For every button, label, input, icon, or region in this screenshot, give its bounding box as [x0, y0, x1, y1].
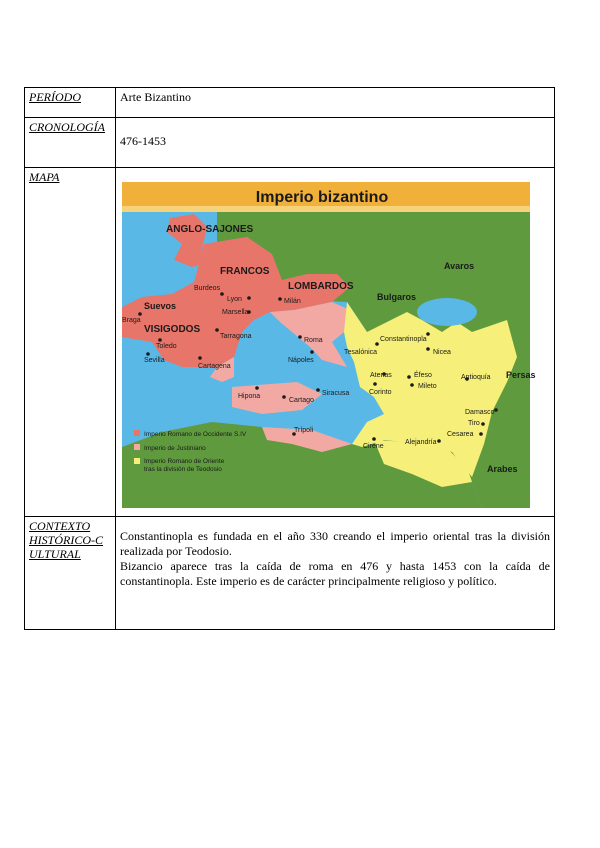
city-toledo: Toledo — [156, 343, 177, 350]
city-alejandria: Alejandría — [405, 439, 437, 446]
region-label-lombardos: LOMBARDOS — [288, 281, 354, 292]
row-mapa — [25, 168, 555, 517]
region-label-avaros: Avaros — [444, 261, 475, 271]
city-nicea: Nicea — [433, 349, 451, 356]
legend-swatch-justinian — [134, 444, 140, 450]
label-contexto-line-2: HISTÓRICO-C — [29, 533, 103, 547]
byzantine-map — [122, 182, 536, 508]
label-periodo: PERÍODO — [29, 90, 81, 104]
city-atenas: Atenas — [370, 372, 392, 379]
value-cell-contexto — [116, 517, 555, 630]
city-burdeos: Burdeos — [194, 285, 221, 292]
contexto-paragraph-2: Bizancio aparece tras la caída de roma en 476 y hasta 1453 con la caída de constantinopla. Este imperio es de carácter principalmente religioso y político. — [120, 559, 550, 588]
region-label-arabes: Arabes — [487, 464, 518, 474]
value-periodo: Arte Bizantino — [120, 90, 191, 104]
legend-label-west: Imperio Romano de Occidente S.IV — [144, 431, 247, 438]
legend-swatch-east — [134, 458, 140, 464]
city-roma: Roma — [304, 337, 323, 344]
value-cronologia: 476-1453 — [120, 134, 166, 148]
city-antioquia: Antioquía — [461, 374, 491, 381]
label-cell-mapa — [25, 168, 116, 517]
region-label-bulgaros: Bulgaros — [377, 292, 417, 302]
city-damasco: Damasco — [465, 409, 495, 416]
label-cell-cronologia — [25, 118, 116, 168]
city-corinto: Corinto — [369, 389, 392, 396]
city-napoles: Nápoles — [288, 357, 314, 364]
row-periodo — [25, 88, 555, 118]
city-mileto: Mileto — [418, 383, 437, 390]
region-label-suevos: Suevos — [144, 301, 177, 311]
label-contexto-line-1: CONTEXTO — [29, 519, 91, 533]
city-cartago: Cartago — [289, 397, 314, 404]
city-cirene: Cirene — [363, 443, 384, 450]
value-cell-cronologia — [116, 118, 555, 168]
region-label-francos: FRANCOS — [220, 266, 270, 277]
map-title: Imperio bizantino — [255, 189, 389, 206]
city-milan: Milán — [284, 298, 301, 305]
city-tarragona: Tarragona — [220, 333, 252, 340]
city-tripoli: Trípoli — [294, 427, 314, 434]
city-constantinopla: Constantinopla — [380, 336, 427, 343]
city-efeso: Éfeso — [414, 372, 432, 379]
city-hipona: Hipona — [238, 393, 261, 400]
city-marsella: Marsella — [222, 309, 249, 316]
city-cartagena: Cartagena — [198, 363, 231, 370]
region-label-visigodos: VISIGODOS — [144, 324, 201, 335]
legend-label-east-2: tras la división de Teodosio — [144, 466, 222, 473]
info-table — [24, 87, 555, 630]
label-cell-periodo — [25, 88, 116, 118]
label-contexto-line-3: ULTURAL — [29, 547, 81, 561]
city-braga: Braga — [122, 317, 141, 324]
region-label-persas: Persas — [506, 370, 536, 380]
contexto-paragraph-1: Constantinopla es fundada en el año 330 creando el imperio oriental tras la división realizada por Teodosio. — [120, 529, 550, 558]
map-black-sea — [417, 298, 477, 326]
city-siracusa: Siracusa — [322, 390, 350, 397]
city-sevilla: Sevilla — [144, 357, 165, 364]
row-contexto — [25, 517, 555, 630]
region-label-anglo: ANGLO-SAJONES — [166, 224, 254, 235]
legend-label-east: Imperio Romano de Oriente — [144, 458, 225, 465]
city-cesarea: Cesarea — [447, 431, 474, 438]
legend-swatch-west — [134, 430, 140, 436]
city-tiro: Tiro — [468, 420, 480, 427]
city-tesalonica: Tesalónica — [344, 349, 378, 356]
label-cell-contexto — [25, 517, 116, 630]
legend-label-justinian: Imperio de Justiniano — [144, 445, 206, 452]
label-cronologia: CRONOLOGÍA — [29, 120, 106, 134]
row-cronologia — [25, 118, 555, 168]
map-cell — [116, 168, 555, 517]
label-mapa: MAPA — [29, 170, 60, 184]
city-lyon: Lyon — [227, 296, 242, 303]
value-cell-periodo — [116, 88, 555, 118]
